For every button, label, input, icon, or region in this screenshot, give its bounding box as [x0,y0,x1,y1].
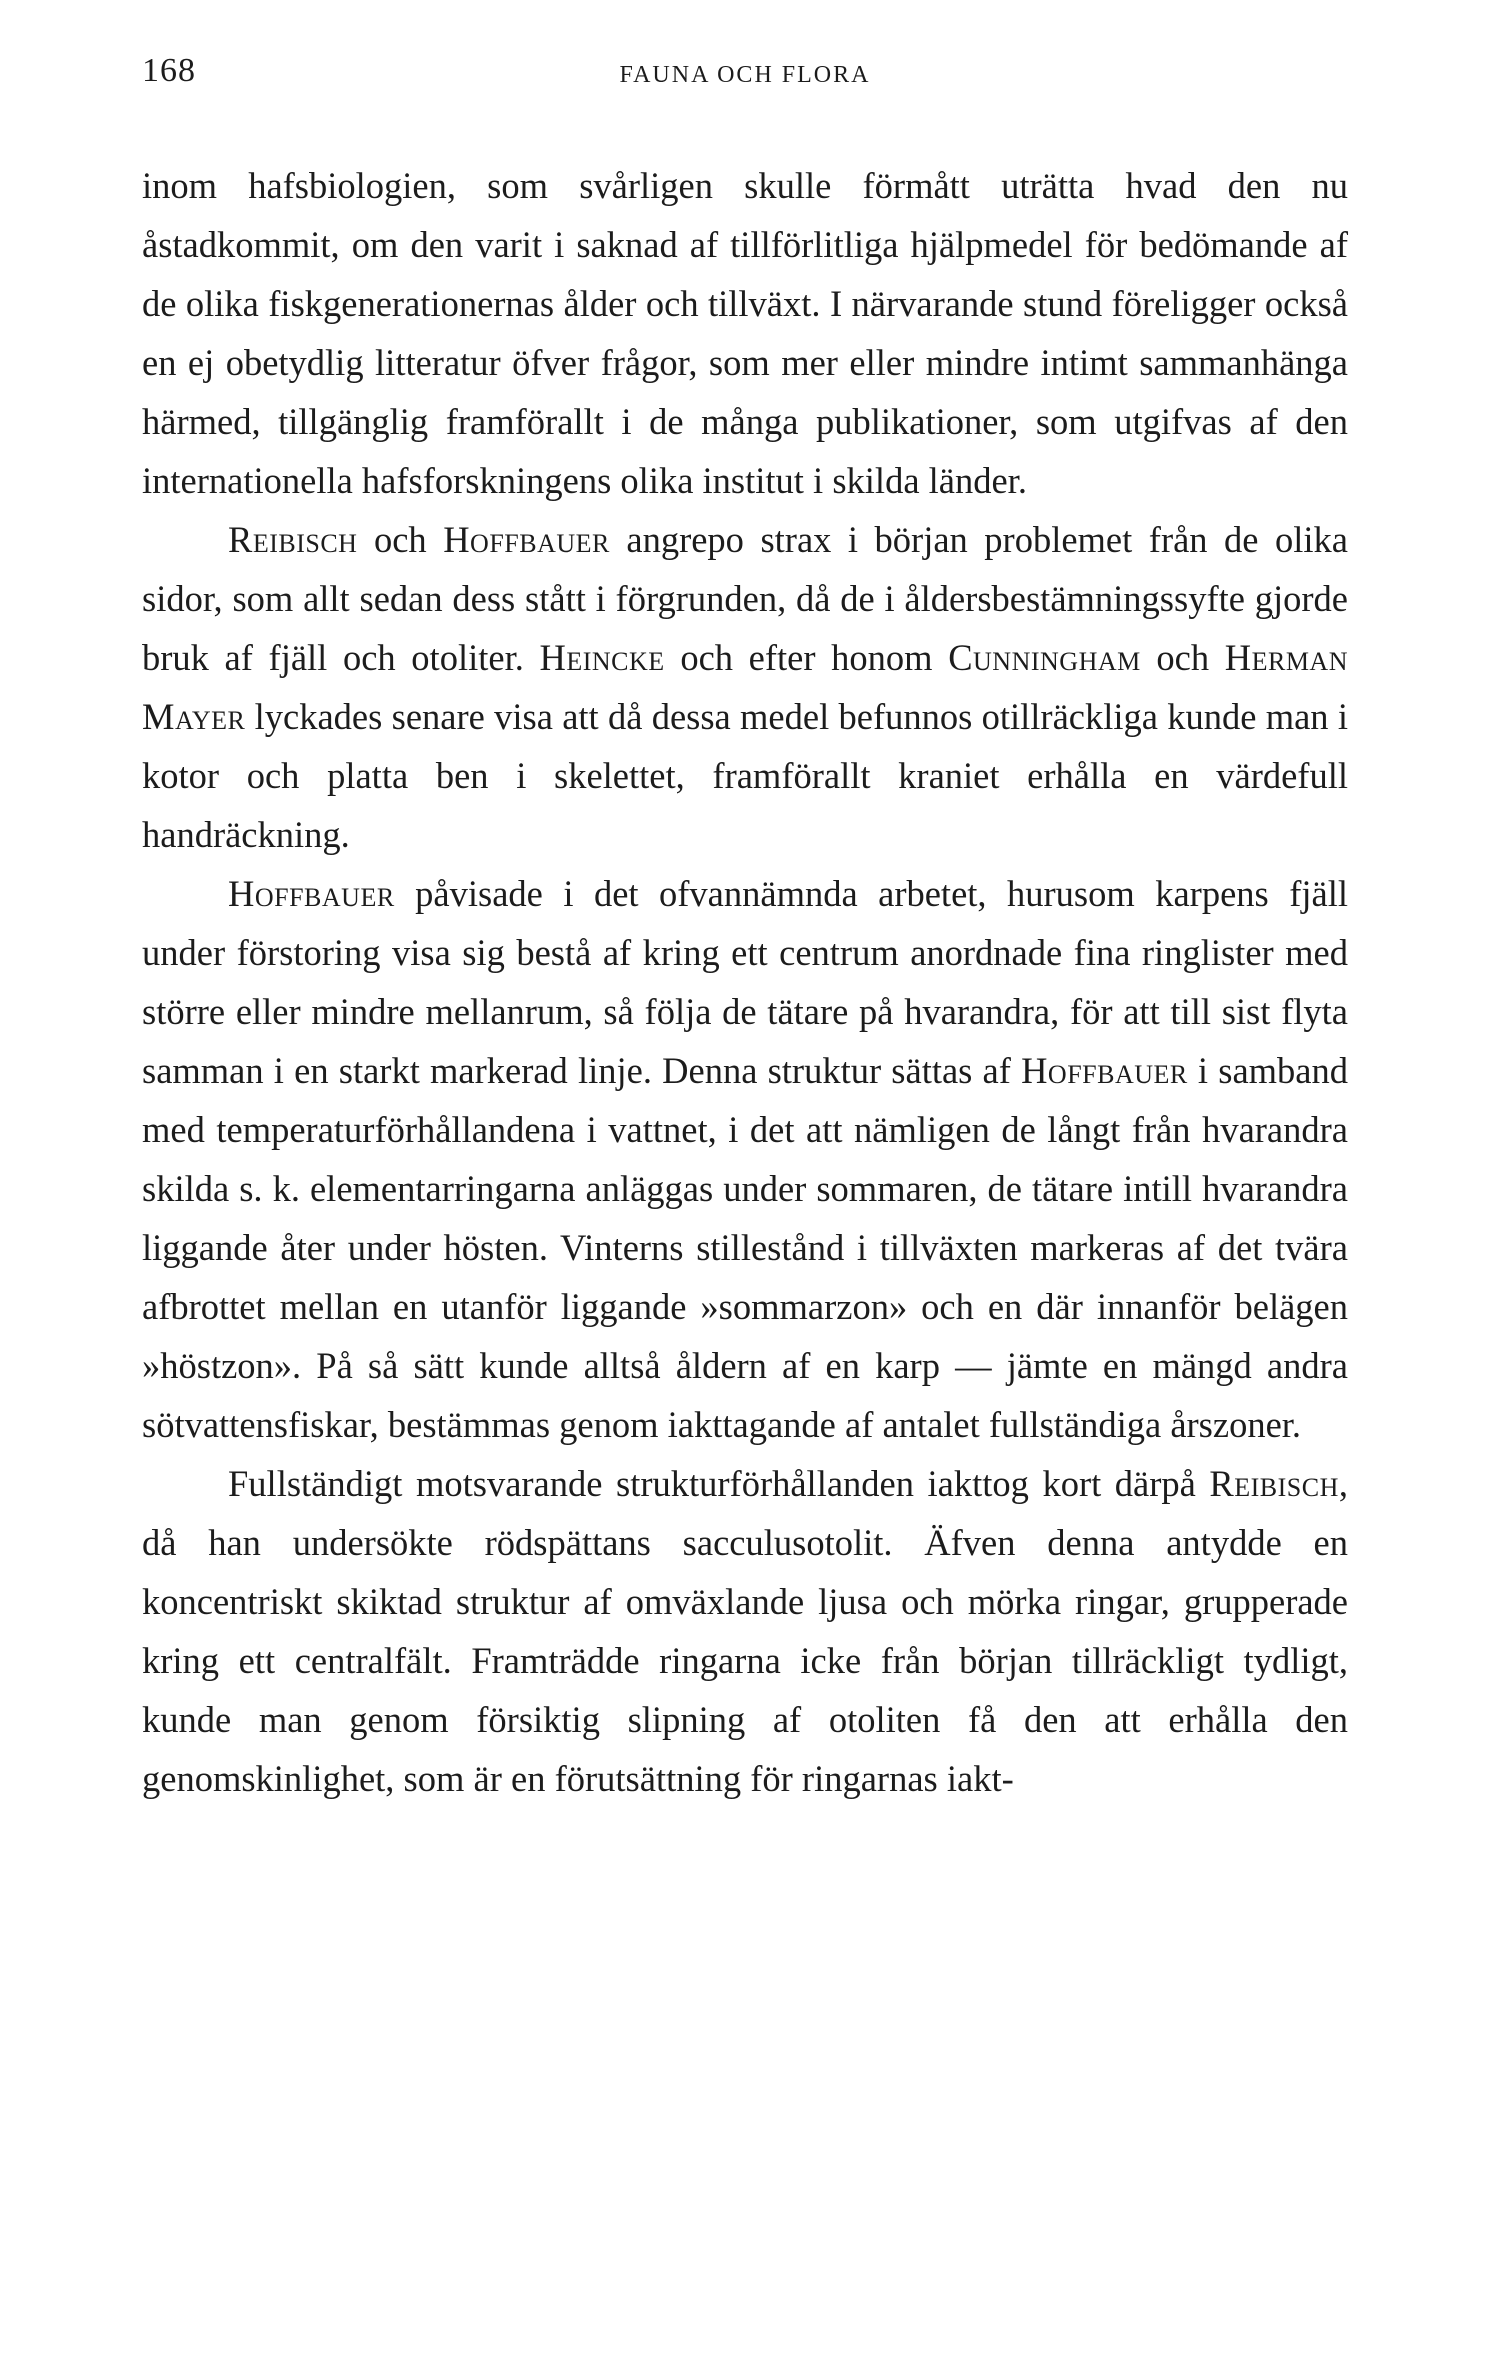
paragraph [142,1454,1348,1808]
page-number: 168 [142,52,196,89]
paragraph [142,156,1348,510]
author-name: Reibisch [228,519,358,560]
journal-title: FAUNA OCH FLORA [619,62,871,88]
text-segment: påvisade i det ofvannämnda arbetet, hurusom karpens fjäll under förstoring visa sig bestå af kring ett centrum anordnade fina ringlister med större eller mindre mellanrum, så följa de tätare på hvarandra, för att till sist flyta samman i en starkt markerad linje. Denna struktur sättas af [142,873,1348,1091]
author-name: Hoffbauer [1021,1050,1188,1091]
text-segment: lyckades senare visa att då dessa medel befunnos otillräckliga kunde man i kotor och platta ben i skelettet, framförallt kraniet erhålla en värdefull handräckning. [142,696,1348,855]
paragraph [142,864,1348,1454]
author-name: Hoffbauer [228,873,395,914]
author-name: Reibisch [1209,1463,1339,1504]
paragraph [142,510,1348,864]
text-segment: och efter honom [664,637,949,678]
text-segment: och [357,519,444,560]
text-segment: Fullständigt motsvarande strukturförhållanden iakttog kort därpå [228,1463,1210,1504]
text-segment: angrepo strax i början problemet från de olika sidor, som allt sedan dess stått i förgrunden, då de i åldersbestämningssyfte gjorde bruk af fjäll och otoliter. [142,519,1348,678]
body-text [142,156,1348,1808]
text-segment: , då han undersökte rödspättans sacculusotolit. Äfven denna antydde en koncentriskt skiktad struktur af omväxlande ljusa och mörka ringar, grupperade kring ett centralfält. Framträdde ringarna icke från början tillräckligt tydligt, kunde man genom försiktig slipning af otoliten få den att erhålla den genomskinlighet, som är en förutsättning för ringarnas iakt- [142,1463,1348,1799]
text-segment: inom hafsbiologien, som svårligen skulle förmått uträtta hvad den nu åstadkommit, om den varit i saknad af tillförlitliga hjälpmedel för bedömande af de olika fiskgenerationernas ålder och tillväxt. I närvarande stund föreligger också en ej obetydlig litteratur öfver frågor, som mer eller mindre intimt sammanhänga härmed, tillgänglig framförallt i de många publikationer, som utgifvas af den internationella hafsforskningens olika institut i skilda länder. [142,165,1348,501]
author-name: Heincke [539,637,665,678]
author-name: Hoffbauer [443,519,610,560]
book-page [142,52,1348,1808]
text-segment: och [1140,637,1225,678]
running-head [142,52,1348,102]
text-segment: i samband med temperaturförhållandena i vattnet, i det att nämligen de långt från hvarandra skilda s. k. elementarringarna anläggas under sommaren, de tätare intill hvarandra liggande åter under hösten. Vinterns stillestånd i tillväxten markeras af det tvära afbrottet mellan en utanför liggande »sommarzon» och en där innanför belägen »höstzon». På så sätt kunde alltså åldern af en karp — jämte en mängd andra sötvattensfiskar, bestämmas genom iakttagande af antalet fullständiga årszoner. [142,1050,1348,1445]
author-name: Cunningham [948,637,1141,678]
author-name: Herman Mayer [142,637,1348,737]
